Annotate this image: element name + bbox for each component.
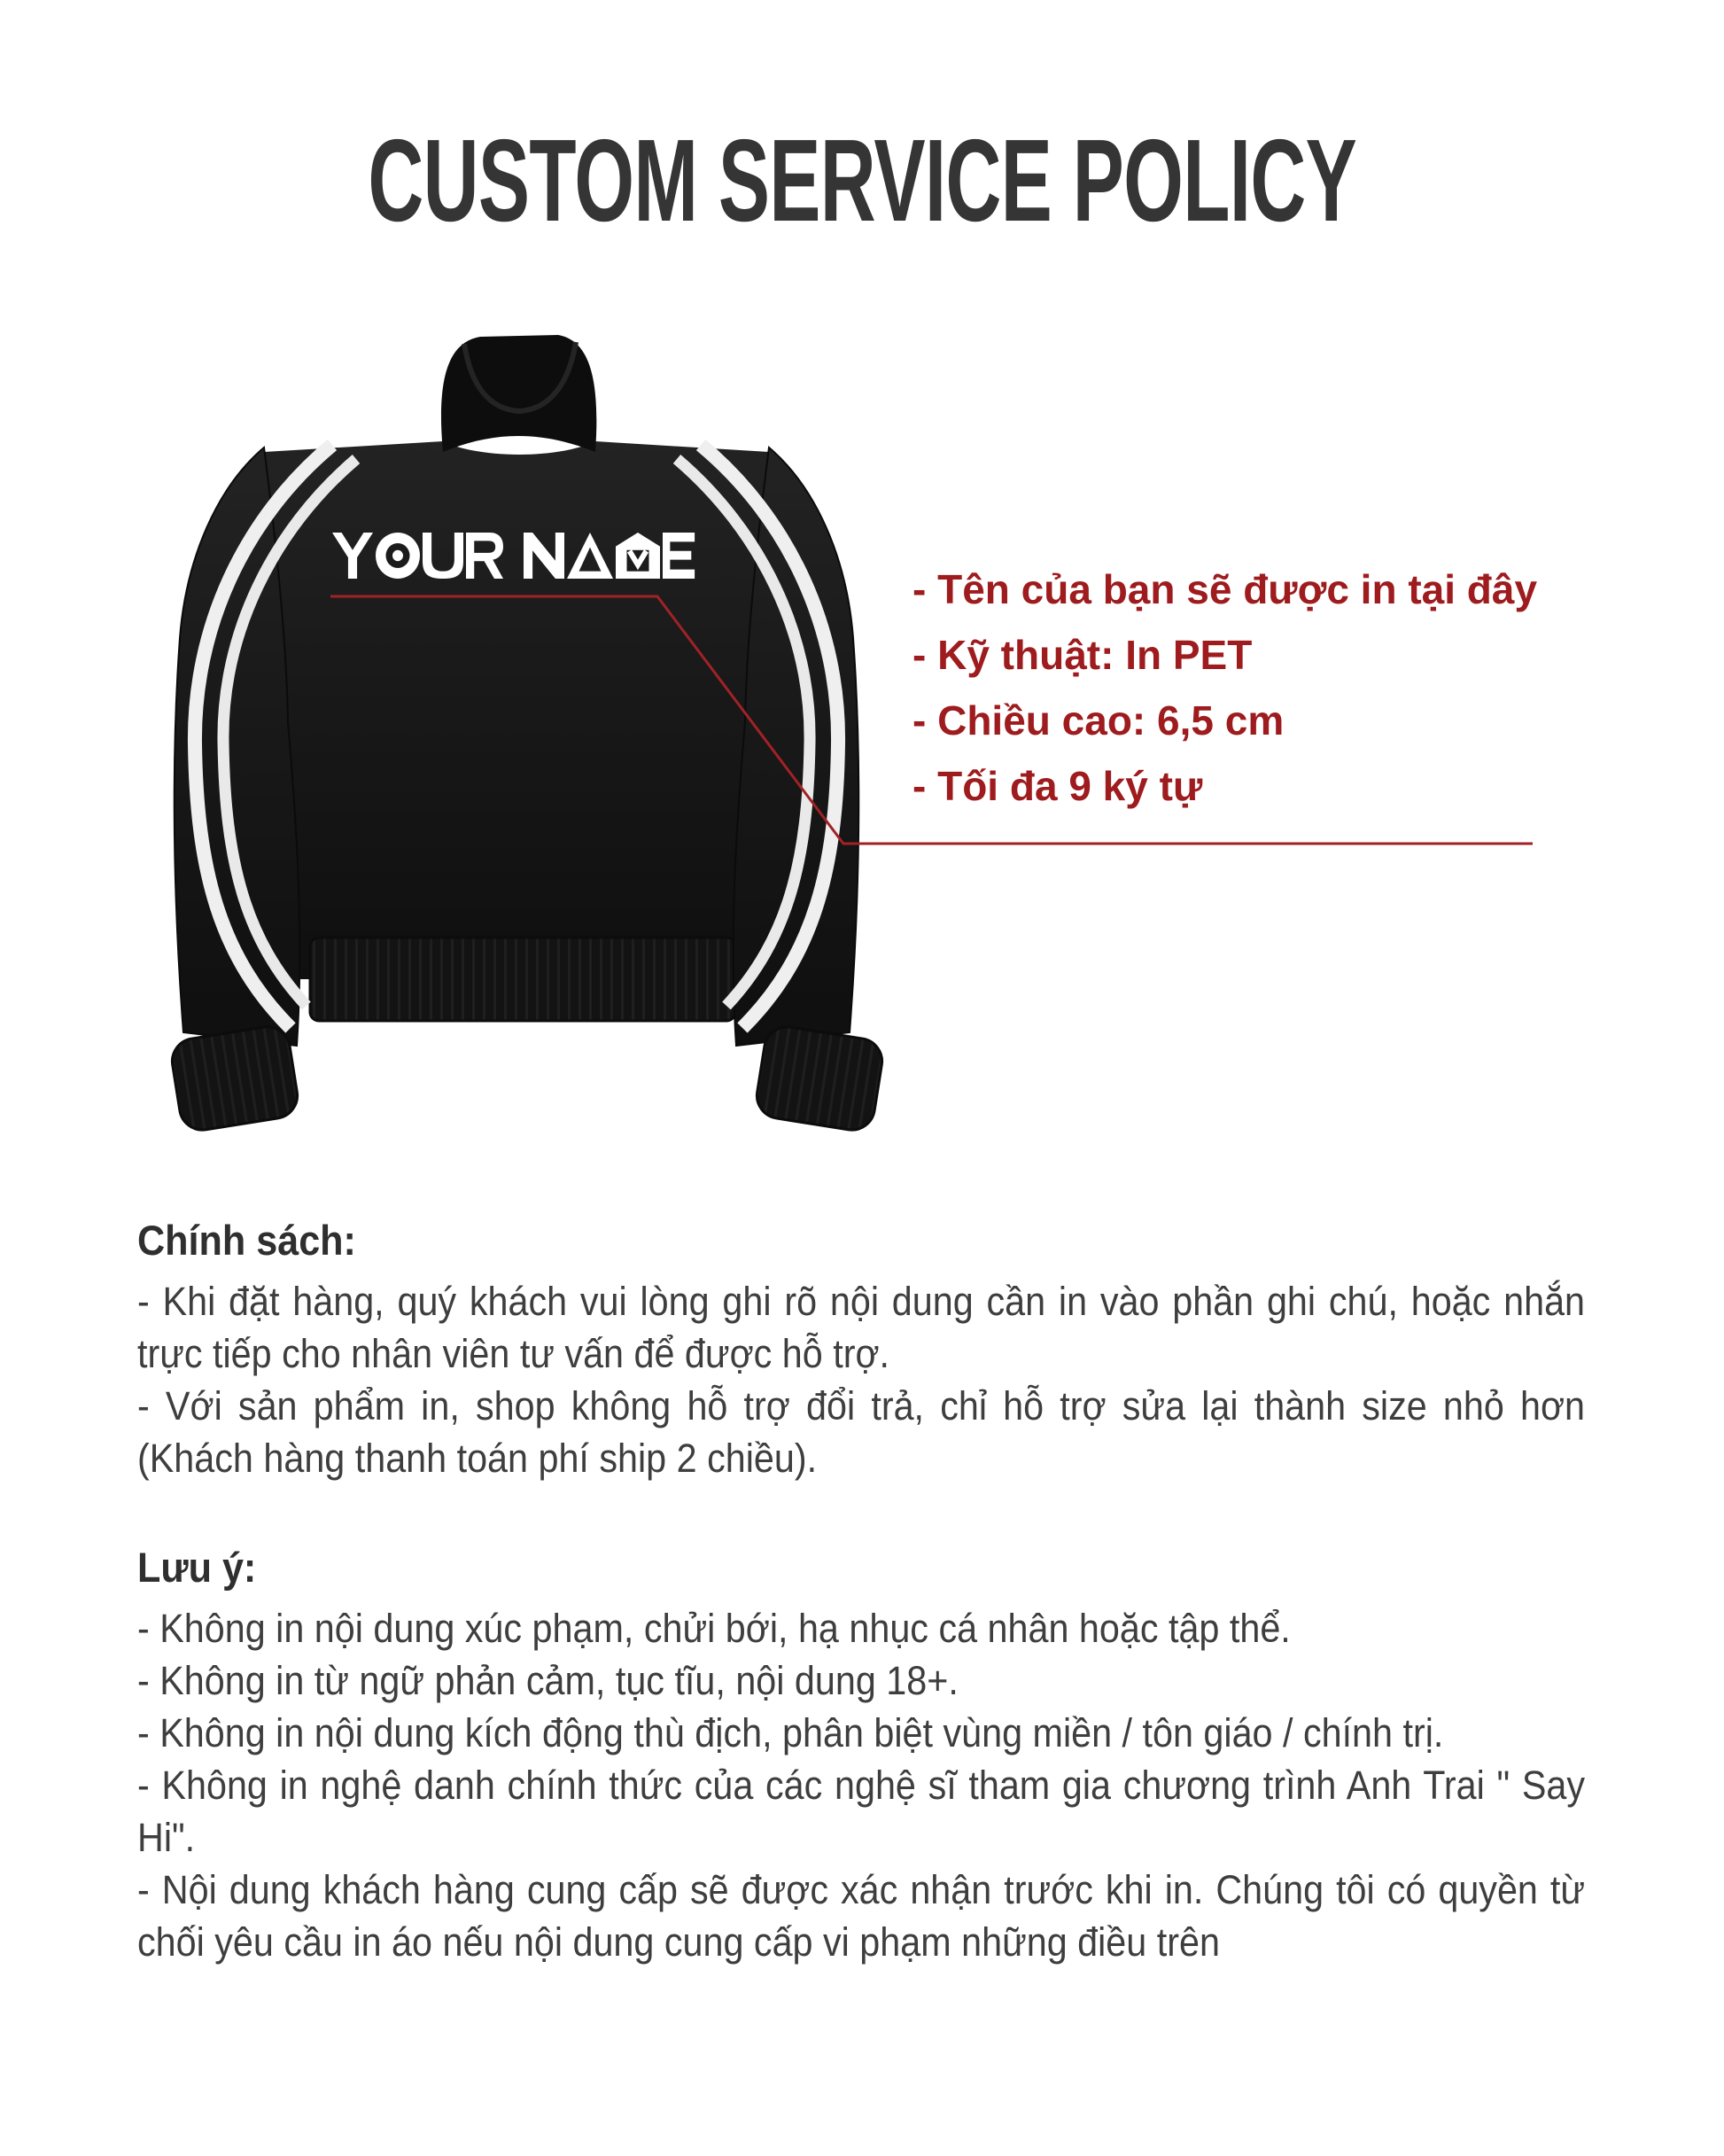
notes-bullet: - Không in nội dung xúc phạm, chửi bới, hạ nhục cá nhân hoặc tập thể. xyxy=(137,1606,1291,1651)
policy-bullet: - Với sản phẩm in, shop không hỗ trợ đổi trả, chỉ hỗ trợ sửa lại thành size nhỏ hơn (Khách hàng thanh toán phí ship 2 chiều). xyxy=(137,1383,1586,1481)
sweatshirt-body xyxy=(259,441,775,1021)
mock-neck-collar xyxy=(441,335,596,452)
annotation-item-technique: - Kỹ thuật: In PET xyxy=(912,632,1253,678)
notes-bullet: - Không in nghệ danh chính thức của các nghệ sĩ tham gia chương trình Anh Trai " Say Hi". xyxy=(137,1763,1586,1860)
page-title-text: CUSTOM SERVICE POLICY xyxy=(368,115,1356,245)
page-title xyxy=(0,115,1724,245)
section-chinh-sach xyxy=(137,1214,1585,1484)
notes-heading: Lưu ý: xyxy=(137,1544,257,1591)
ribbed-hem xyxy=(310,938,735,1021)
notes-bullet: - Không in từ ngữ phản cảm, tục tĩu, nội dung 18+. xyxy=(137,1658,959,1703)
print-annotation-list xyxy=(912,557,1674,819)
policy-text-block xyxy=(137,1214,1585,1968)
annotation-item-max-characters: - Tối đa 9 ký tự xyxy=(912,763,1203,809)
notes-bullet: - Không in nội dung kích động thù địch, phân biệt vùng miền / tôn giáo / chính trị. xyxy=(137,1710,1444,1755)
right-cuff xyxy=(754,1024,886,1133)
policy-heading: Chính sách: xyxy=(137,1217,356,1264)
policy-bullet: - Khi đặt hàng, quý khách vui lòng ghi rõ nội dung cần in vào phần ghi chú, hoặc nhắn trực tiếp cho nhân viên tư vấn để được hỗ trợ. xyxy=(137,1279,1586,1376)
annotation-item-print-location: - Tên của bạn sẽ được in tại đây xyxy=(912,566,1538,612)
annotation-item-height: - Chiều cao: 6,5 cm xyxy=(912,697,1285,743)
left-cuff xyxy=(169,1024,301,1133)
product-image-sweatshirt xyxy=(159,328,895,1143)
glyph-O-bullseye xyxy=(376,533,420,579)
notes-bullet: - Nội dung khách hàng cung cấp sẽ được xác nhận trước khi in. Chúng tôi có quyền từ chối yêu cầu in áo nếu nội dung cung cấp vi phạm những điều trên xyxy=(137,1867,1586,1965)
section-luu-y xyxy=(137,1541,1585,1968)
glyph-E xyxy=(663,533,695,579)
